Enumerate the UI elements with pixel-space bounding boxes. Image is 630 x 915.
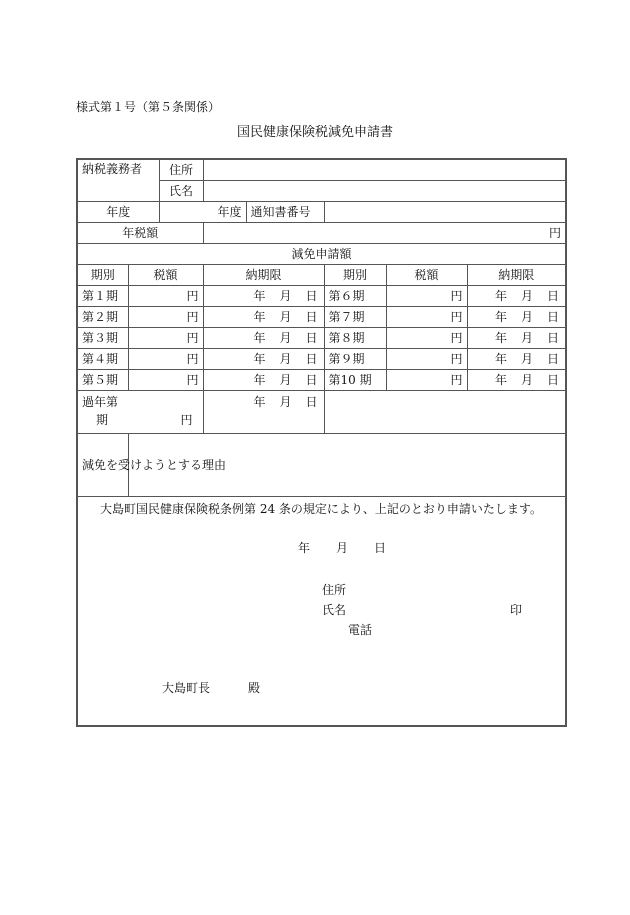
tax-amount-field[interactable] <box>386 328 467 349</box>
period-label: 第８期 <box>324 328 386 349</box>
fiscal-year-label: 年度 <box>77 202 159 223</box>
reason-label: 減免を受けようとする理由 <box>77 434 128 497</box>
day-unit: 日 <box>547 289 560 303</box>
day-unit: 日 <box>305 310 318 324</box>
due-date-field[interactable] <box>203 307 324 328</box>
year-unit: 年 <box>495 289 508 303</box>
period-row <box>77 286 566 307</box>
day-unit: 日 <box>547 373 560 387</box>
year-unit: 年 <box>495 310 508 324</box>
year-unit: 年 <box>495 373 508 387</box>
period-label: 第２期 <box>77 307 128 328</box>
day-unit: 日 <box>305 289 318 303</box>
due-date-field[interactable] <box>203 349 324 370</box>
period-label: 第３期 <box>77 328 128 349</box>
col-period-right: 期別 <box>324 265 386 286</box>
due-date-field[interactable] <box>203 328 324 349</box>
year-unit: 年 <box>253 395 266 409</box>
honorific: 殿 <box>248 681 261 695</box>
yen-unit: 円 <box>450 310 463 324</box>
applicant-name-label: 氏名 <box>322 603 347 617</box>
date-year: 年 <box>298 541 311 555</box>
month-unit: 月 <box>279 331 292 345</box>
month-unit: 月 <box>521 289 534 303</box>
date-month: 月 <box>336 541 349 555</box>
year-unit: 年 <box>253 310 266 324</box>
past-year-due-date-field[interactable] <box>203 391 324 434</box>
year-unit: 年 <box>253 331 266 345</box>
fiscal-year-field[interactable] <box>159 202 246 223</box>
yen-unit: 円 <box>186 352 199 366</box>
year-unit: 年 <box>253 373 266 387</box>
application-form-table <box>76 158 567 727</box>
phone-label: 電話 <box>348 623 373 637</box>
due-date-field[interactable] <box>467 307 566 328</box>
period-label: 第９期 <box>324 349 386 370</box>
annual-tax-field[interactable] <box>203 223 566 244</box>
addressee: 大島町長 <box>162 681 211 695</box>
tax-amount-field[interactable] <box>128 328 203 349</box>
month-unit: 月 <box>279 352 292 366</box>
tax-amount-field[interactable] <box>128 286 203 307</box>
yen-unit: 円 <box>180 413 193 427</box>
col-tax-right: 税額 <box>386 265 467 286</box>
day-unit: 日 <box>305 331 318 345</box>
month-unit: 月 <box>279 289 292 303</box>
period-label: 第４期 <box>77 349 128 370</box>
past-year-blank <box>324 391 566 434</box>
period-row <box>77 349 566 370</box>
year-unit: 年 <box>253 352 266 366</box>
past-year-period-cell[interactable] <box>77 391 203 434</box>
due-date-field[interactable] <box>467 370 566 391</box>
yen-unit: 円 <box>186 310 199 324</box>
period-row <box>77 307 566 328</box>
annual-tax-label: 年税額 <box>77 223 203 244</box>
name-label: 氏名 <box>159 181 203 202</box>
period-row <box>77 328 566 349</box>
past-year-label-bottom: 期 <box>96 413 109 427</box>
period-row <box>77 370 566 391</box>
month-unit: 月 <box>279 310 292 324</box>
tax-amount-field[interactable] <box>386 370 467 391</box>
tax-amount-field[interactable] <box>128 307 203 328</box>
day-unit: 日 <box>305 373 318 387</box>
tax-amount-field[interactable] <box>386 307 467 328</box>
month-unit: 月 <box>279 373 292 387</box>
reduction-amount-header: 減免申請額 <box>77 244 566 265</box>
year-unit: 年 <box>495 331 508 345</box>
address-field[interactable] <box>203 159 566 181</box>
taxpayer-label: 納税義務者 <box>77 159 159 202</box>
col-period-left: 期別 <box>77 265 128 286</box>
fiscal-year-suffix: 年度 <box>217 205 242 219</box>
yen-unit: 円 <box>186 289 199 303</box>
period-label: 第７期 <box>324 307 386 328</box>
due-date-field[interactable] <box>467 286 566 307</box>
due-date-field[interactable] <box>467 349 566 370</box>
date-day: 日 <box>374 541 387 555</box>
yen-unit: 円 <box>186 331 199 345</box>
yen-unit: 円 <box>450 352 463 366</box>
due-date-field[interactable] <box>203 286 324 307</box>
period-label: 第６期 <box>324 286 386 307</box>
name-field[interactable] <box>203 181 566 202</box>
month-unit: 月 <box>521 310 534 324</box>
tax-amount-field[interactable] <box>386 349 467 370</box>
day-unit: 日 <box>547 352 560 366</box>
tax-amount-field[interactable] <box>128 370 203 391</box>
tax-amount-field[interactable] <box>128 349 203 370</box>
month-unit: 月 <box>521 331 534 345</box>
year-unit: 年 <box>253 289 266 303</box>
day-unit: 日 <box>305 395 318 409</box>
month-unit: 月 <box>521 373 534 387</box>
day-unit: 日 <box>305 352 318 366</box>
day-unit: 日 <box>547 310 560 324</box>
col-due-left: 納期限 <box>203 265 324 286</box>
tax-amount-field[interactable] <box>386 286 467 307</box>
period-label: 第５期 <box>77 370 128 391</box>
annual-tax-unit: 円 <box>549 226 562 240</box>
form-number: 様式第１号（第５条関係） <box>76 100 221 114</box>
col-due-right: 納期限 <box>467 265 566 286</box>
yen-unit: 円 <box>450 289 463 303</box>
applicant-address-label: 住所 <box>322 583 347 597</box>
month-unit: 月 <box>279 395 292 409</box>
declaration-section <box>77 497 566 727</box>
month-unit: 月 <box>521 352 534 366</box>
year-unit: 年 <box>495 352 508 366</box>
past-year-label-top: 過年第 <box>82 395 119 409</box>
due-date-field[interactable] <box>467 328 566 349</box>
address-label: 住所 <box>159 159 203 181</box>
day-unit: 日 <box>547 331 560 345</box>
page-title: 国民健康保険税減免申請書 <box>236 125 393 140</box>
declaration-statement: 大島町国民健康保険税条例第 24 条の規定により、上記のとおり申請いたします。 <box>100 502 542 516</box>
yen-unit: 円 <box>450 331 463 345</box>
yen-unit: 円 <box>450 373 463 387</box>
period-label: 第10 期 <box>324 370 386 391</box>
notice-number-field[interactable] <box>324 202 566 223</box>
col-tax-left: 税額 <box>128 265 203 286</box>
seal-mark: 印 <box>510 603 523 617</box>
due-date-field[interactable] <box>203 370 324 391</box>
notice-number-label: 通知書番号 <box>246 202 324 223</box>
period-label: 第１期 <box>77 286 128 307</box>
yen-unit: 円 <box>186 373 199 387</box>
